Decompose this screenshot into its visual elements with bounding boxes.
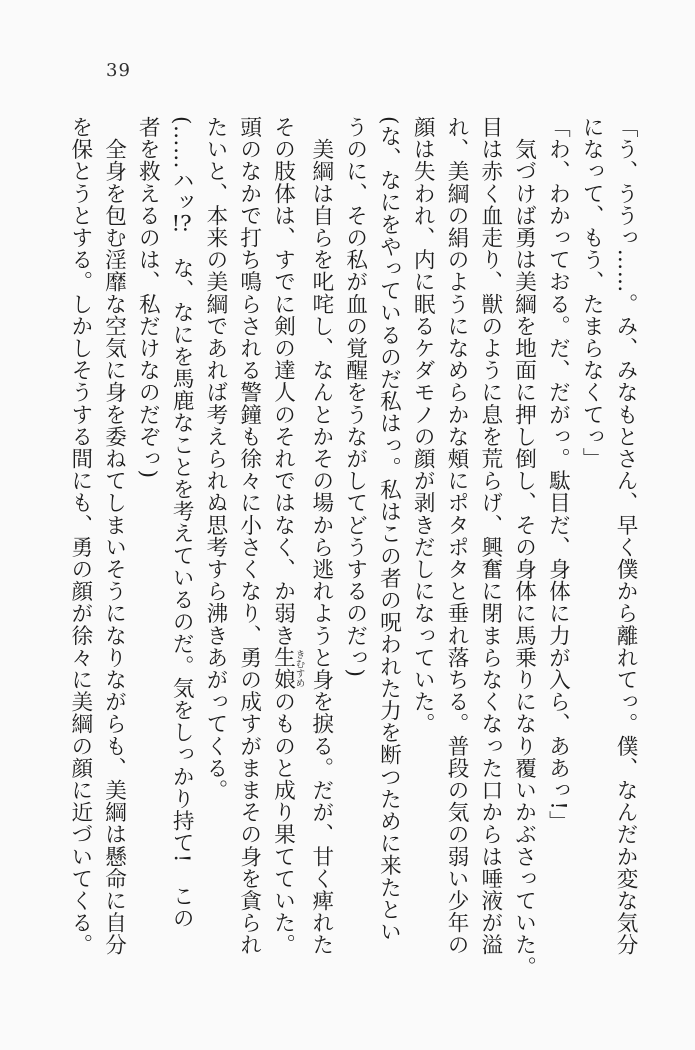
text-line: 「わ、わかっておる。だ、だがっ。駄目だ、身体に力が入ら、ああっ!」	[545, 116, 571, 833]
ruby-annotation	[270, 646, 305, 691]
text-line: 美綱は自らを叱咤し、なんとかその場から逃れようと身を捩る。だが、甘く痺れた	[308, 116, 334, 956]
tcy-line-pre: (……ハッ	[169, 116, 195, 214]
ruby-base: 生娘	[270, 646, 296, 691]
text-block	[63, 116, 642, 988]
text-line: 「う、ううっ……。み、みなもとさん、早く僕から離れてっ。僕、なんだか変な気分	[613, 116, 638, 956]
ruby-text: きむすめ	[293, 646, 305, 691]
text-line: になって、もう、たまらなくてっ」	[579, 116, 605, 470]
tate-chu-yoko: !?	[171, 213, 192, 235]
text-line: 顔は失われ、内に眠るケダモノの顔が剥きだしになっていた。	[410, 116, 436, 735]
page-number: 39	[106, 60, 131, 81]
text-line: うのに、その私が血の覚醒をうながしてどうするのだっ)	[342, 116, 368, 678]
text-line: たいと、本来の美綱であれば考えられぬ思考すら沸きあがってくる。	[202, 116, 228, 802]
text-line-with-ruby	[266, 116, 304, 988]
ruby-line-pre: その肢体は、すでに剣の達人のそれではなく、か弱き	[270, 116, 296, 647]
text-line: 頭のなかで打ち鳴らされる警鐘も徐々に小さくなり、勇の成すがままその身を貪られ	[236, 116, 262, 956]
text-line: 者を救えるのは、私だけなのだぞっ)	[135, 116, 161, 479]
text-line: 気づけば勇は美綱を地面に押し倒し、その身体に馬乗りになり覆いかぶさっていた。	[511, 116, 537, 978]
text-line: れ、美綱の絹のようになめらかな頰にポタポタと垂れ落ちる。普段の気の弱い少年の	[444, 116, 470, 956]
text-line: 目は赤く血走り、獣のように息を荒らげ、興奮に閉まらなくなった口からは唾液が溢	[477, 116, 503, 956]
text-line: 全身を包む淫靡な空気に身を委ねてしまいそうになりながらも、美綱は懸命に自分	[101, 116, 127, 956]
text-line-with-tcy	[164, 116, 198, 988]
tcy-line-post: な、なにを馬鹿なことを考えているのだ。気をしっかり持て! この	[169, 234, 195, 930]
ruby-line-post: のものと成り果てていた。	[270, 690, 296, 956]
text-line: (な、なにをやっているのだ私はっ。私はこの者の呪われた力を断つために来たとい	[376, 116, 402, 943]
text-line: を保とうとする。しかしそうする間にも、勇の顔が徐々に美綱の顔に近づいてくる。	[67, 116, 93, 956]
